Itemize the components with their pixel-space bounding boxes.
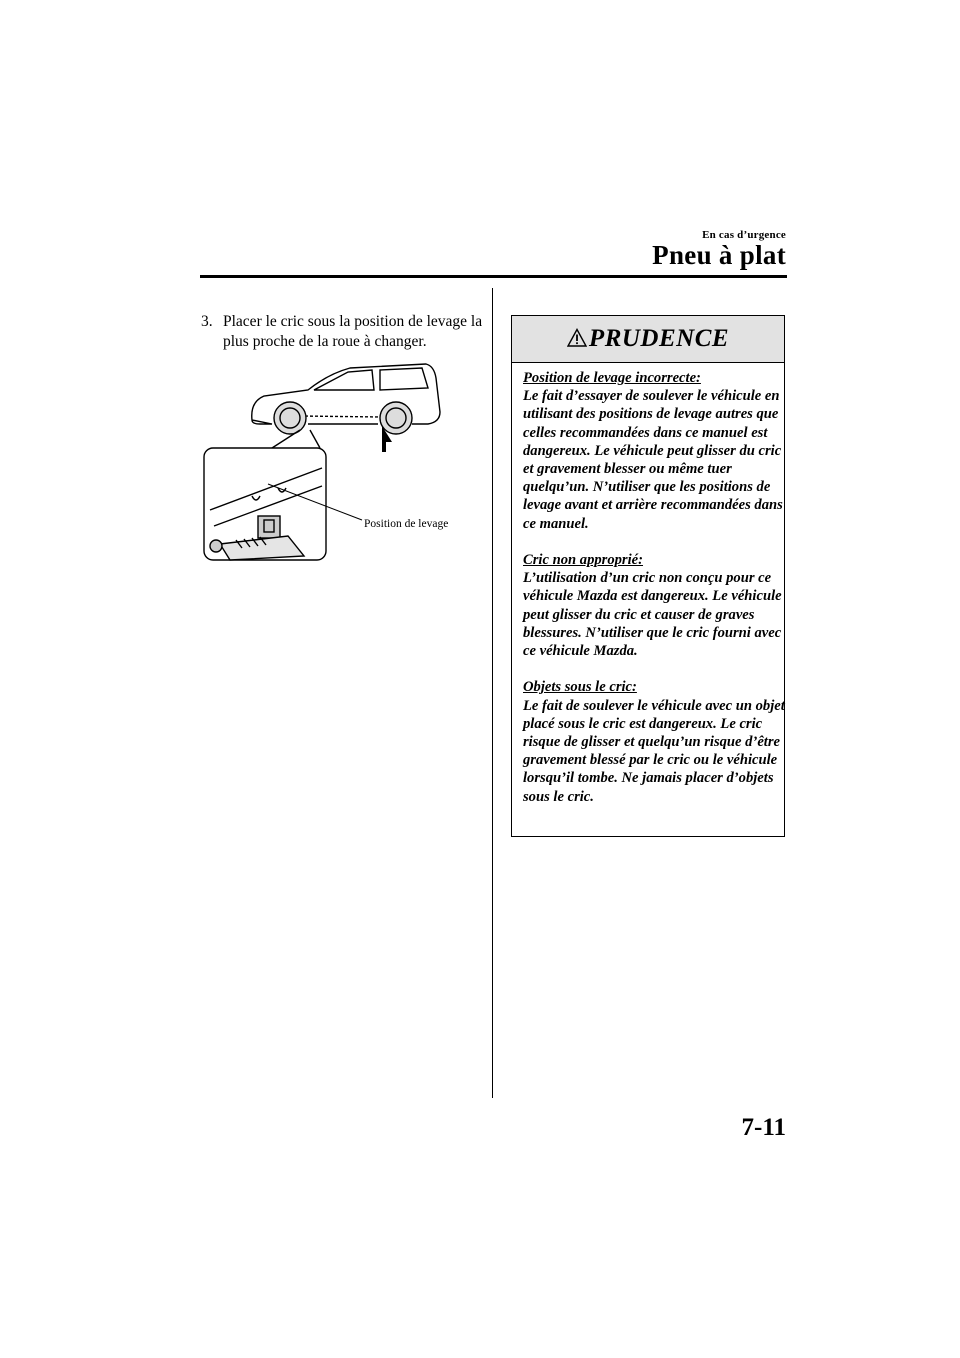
caution-section-heading: Position de levage incorrecte: — [523, 370, 701, 386]
illustration-label: Position de levage — [364, 518, 449, 530]
caution-header — [512, 316, 784, 363]
caution-section — [523, 678, 785, 805]
caution-section — [523, 551, 785, 660]
caution-box — [511, 315, 785, 837]
step-3 — [201, 312, 491, 352]
section-label: En cas d’urgence — [702, 229, 786, 241]
page-heading: Pneu à plat — [652, 240, 786, 270]
caution-body — [523, 369, 785, 824]
jack-position-illustration — [200, 360, 490, 570]
warning-icon — [567, 328, 587, 348]
step-number: 3. — [201, 313, 213, 330]
caution-section-heading: Objets sous le cric: — [523, 679, 637, 696]
caution-title: PRUDENCE — [588, 325, 730, 352]
page-number: 7-11 — [741, 1114, 786, 1141]
caution-section-heading: Cric non approprié: — [523, 552, 644, 569]
step-instruction: Placer le cric sous la position de levage la plus proche de la roue à changer. — [223, 313, 483, 350]
caution-section — [523, 369, 785, 533]
caution-section-text: Le fait d’essayer de soulever le véhicule en utilisant des positions de levage autres que celles recommandées dans ce manuel est dangereux. Le véhicule peut glisser du cric et gravement blesser ou même tuer quelqu’un. N’utiliser que les positions de levage avant et arrière recommandées dans ce manuel. — [523, 388, 783, 532]
front-wheel — [274, 402, 306, 434]
header-rule — [200, 275, 787, 278]
column-divider — [492, 288, 493, 1098]
caution-section-text: L’utilisation d’un cric non conçu pour ce véhicule Mazda est dangereux. Le véhicule peut glisser du cric et causer de graves blessures. N’utiliser que le cric fourni avec ce véhicule Mazda. — [523, 570, 782, 660]
rear-wheel — [380, 402, 412, 434]
caution-section-text: Le fait de soulever le véhicule avec un objet placé sous le cric est dangereux. Le cric risque de glisser et quelqu’un risque d’être gravement blessé par le cric ou le véhicule lorsqu’il tombe. Ne jamais placer d’objets sous le cric. — [523, 697, 785, 805]
